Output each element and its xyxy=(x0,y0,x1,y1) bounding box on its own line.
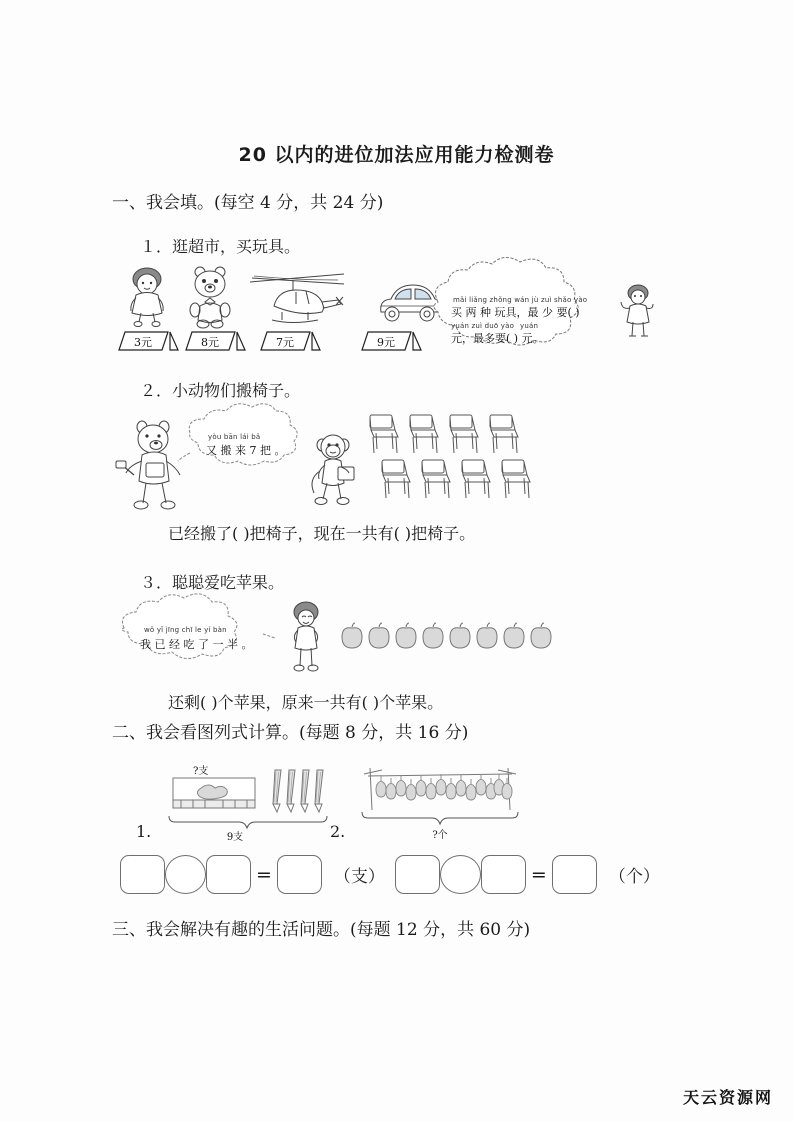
chairs-group xyxy=(370,415,530,498)
equals-sign-1: = xyxy=(256,863,272,886)
equals-sign-2: = xyxy=(530,863,547,886)
question-2-illustration xyxy=(120,405,540,511)
bear-with-cart-figure xyxy=(116,421,180,509)
section-header-one: 一、我会填。(每空 4 分，共 24 分) xyxy=(112,193,384,213)
pears-group xyxy=(376,774,512,800)
price-tag-doll xyxy=(119,332,178,350)
total-brace xyxy=(362,812,518,824)
boy-figure xyxy=(294,602,318,671)
price-text: 8元 xyxy=(201,336,219,349)
price-tag-car xyxy=(362,332,421,350)
price-tag-bear xyxy=(186,332,245,350)
apples-group xyxy=(342,623,551,648)
answer-box-addend-2[interactable] xyxy=(206,855,251,894)
watermark-text: 天云资源网 xyxy=(682,1088,773,1107)
pencil-box-label: ?支 xyxy=(193,766,209,777)
answer-box-addend-3[interactable] xyxy=(395,855,440,894)
price-tag-helicopter xyxy=(261,332,320,350)
answer-box-result-1[interactable] xyxy=(277,855,322,894)
section-header-two: 二、我会看图列式计算。(每题 8 分，共 16 分) xyxy=(112,723,469,743)
answer-box-operator-2[interactable] xyxy=(440,855,481,894)
answer-unit-2: （个） xyxy=(608,867,660,887)
doll-figure xyxy=(131,268,163,327)
answer-box-operator-1[interactable] xyxy=(165,855,206,894)
price-text: 9元 xyxy=(377,336,395,349)
answer-box-addend-1[interactable] xyxy=(120,855,165,894)
pencil-problem-illustration xyxy=(165,762,335,842)
speech-bubble-q3-text xyxy=(140,626,252,651)
answer-boxes-row xyxy=(120,855,670,894)
girl-figure xyxy=(621,285,653,336)
bubble-pinyin-line1: mǎi liǎng zhǒng wán jù zuì shǎo yào xyxy=(453,296,588,304)
total-brace xyxy=(169,816,327,828)
price-text: 3元 xyxy=(134,336,152,349)
pencil-case xyxy=(173,778,255,808)
bubble-hanzi-line1: 买 两 种 玩具，最 少 要( ) xyxy=(451,306,580,319)
bubble-hanzi: 又 搬 来 7 把 。 xyxy=(206,444,286,457)
price-tag-group xyxy=(119,332,421,350)
pencils-group xyxy=(273,770,323,812)
bubble-pinyin-line2b: yuán xyxy=(520,322,539,330)
pear-problem-illustration xyxy=(358,762,528,842)
pear-total-label: ?个 xyxy=(432,830,448,841)
question-2-label: ２．小动物们搬椅子。 xyxy=(140,381,301,400)
question-2-fill-sentence: 已经搬了( )把椅子，现在一共有( )把椅子。 xyxy=(168,524,476,543)
answer-unit-1: （支） xyxy=(333,867,385,887)
picture-problem-2-number: 2. xyxy=(330,822,346,841)
question-3-fill-sentence: 还剩( )个苹果，原来一共有( )个苹果。 xyxy=(168,693,444,712)
bubble-pinyin-line2: yuán zuì duō yào xyxy=(451,322,515,330)
question-3-label: ３．聪聪爱吃苹果。 xyxy=(140,573,285,592)
bubble-hanzi: 我 已 经 吃 了 一 半 。 xyxy=(140,638,253,651)
pencil-total-label: 9支 xyxy=(226,832,244,843)
question-1-label: １．逛超市，买玩具。 xyxy=(140,237,301,256)
answer-box-result-2[interactable] xyxy=(552,855,597,894)
bubble-pinyin: wǒ yǐ jīng chī le yí bàn xyxy=(144,626,227,634)
bear-toy-figure xyxy=(190,267,230,328)
helicopter-toy-figure xyxy=(250,274,344,323)
bubble-hanzi-line2: 元，最多要( ) 元。 xyxy=(451,332,544,345)
question-1-illustration xyxy=(120,262,665,354)
price-text: 7元 xyxy=(276,336,294,349)
answer-box-addend-4[interactable] xyxy=(481,855,526,894)
page-title: 20 以内的进位加法应用能力检测卷 xyxy=(238,144,555,166)
picture-problem-1-number: 1. xyxy=(136,822,152,841)
bubble-pinyin: yòu bān lái bǎ xyxy=(208,433,261,441)
question-3-illustration xyxy=(118,598,538,676)
section-header-three: 三、我会解决有趣的生活问题。(每题 12 分，共 60 分) xyxy=(112,920,531,940)
monkey-figure xyxy=(312,435,354,505)
